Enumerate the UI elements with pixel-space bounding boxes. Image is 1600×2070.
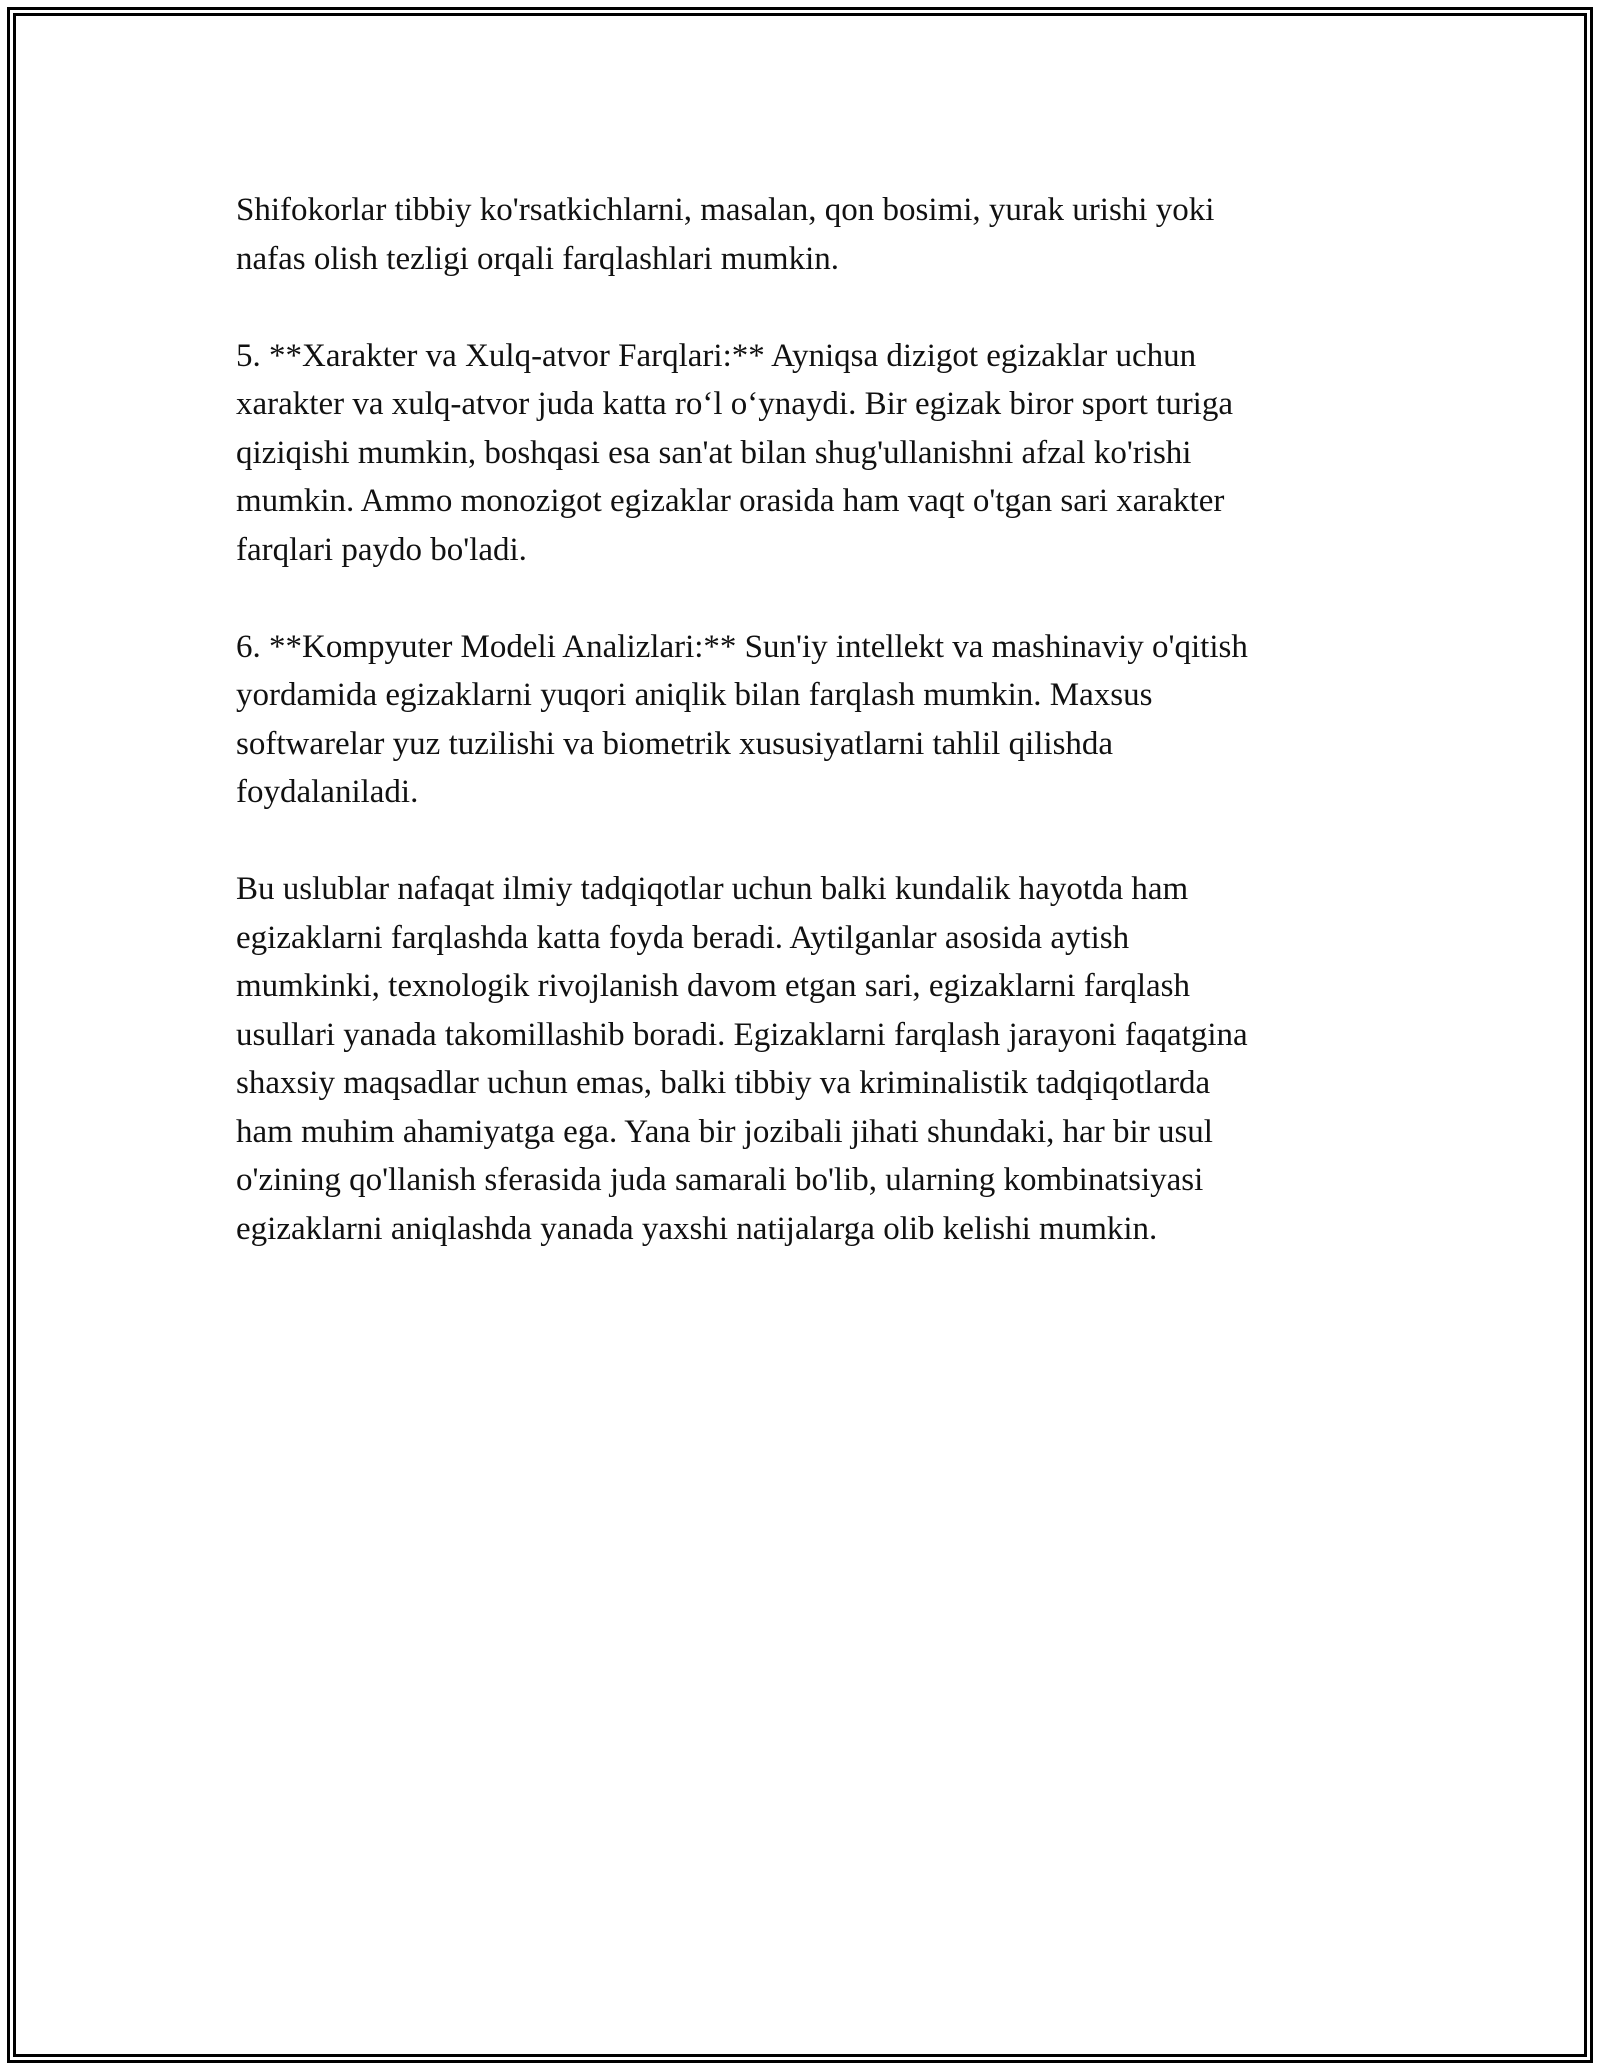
paragraph-character-differences: 5. **Xarakter va Xulq-atvor Farqlari:** Ayniqsa dizigot egizaklar uchun xarakter va xulq-atvor juda katta ro‘l o‘ynaydi. Bir egizak biror sport turiga qiziqishi mumkin, boshqasi esa san'at bilan shug'ullanishni afzal ko'rishi mumkin. Ammo monozigot egizaklar orasida ham vaqt o'tgan sari xarakter farqlari paydo bo'ladi. — [236, 337, 1233, 568]
paragraph-medical-indicators: Shifokorlar tibbiy ko'rsatkichlarni, masalan, qon bosimi, yurak urishi yoki nafas olish tezligi orqali farqlashlari mumkin. — [236, 192, 1215, 277]
paragraph-conclusion: Bu uslublar nafaqat ilmiy tadqiqotlar uchun balki kundalik hayotda ham egizaklarni farqlashda katta foyda beradi. Aytilganlar asosida aytish mumkinki, texnologik rivojlanish davom etgan sari, egizaklarni farqlash usullari yanada takomillashib boradi. Egizaklarni farqlash jarayoni faqatgina shaxsiy maqsadlar uchun emas, balki tibbiy va kriminalistik tadqiqotlarda ham muhim ahamiyatga ega. Yana bir jozibali jihati shundaki, har bir usul o'zining qo'llanish sferasida juda samarali bo'lib, ularning kombinatsiyasi egizaklarni aniqlashda yanada yaxshi natijalarga olib kelishi mumkin. — [236, 871, 1248, 1247]
paragraph-computer-model-analysis: 6. **Kompyuter Modeli Analizlari:** Sun'iy intellekt va mashinaviy o'qitish yordamida egizaklarni yuqori aniqlik bilan farqlash mumkin. Maxsus softwarelar yuz tuzilishi va biometrik xususiyatlarni tahlil qilishda foydalaniladi. — [236, 628, 1248, 810]
document-body — [236, 186, 1366, 1302]
